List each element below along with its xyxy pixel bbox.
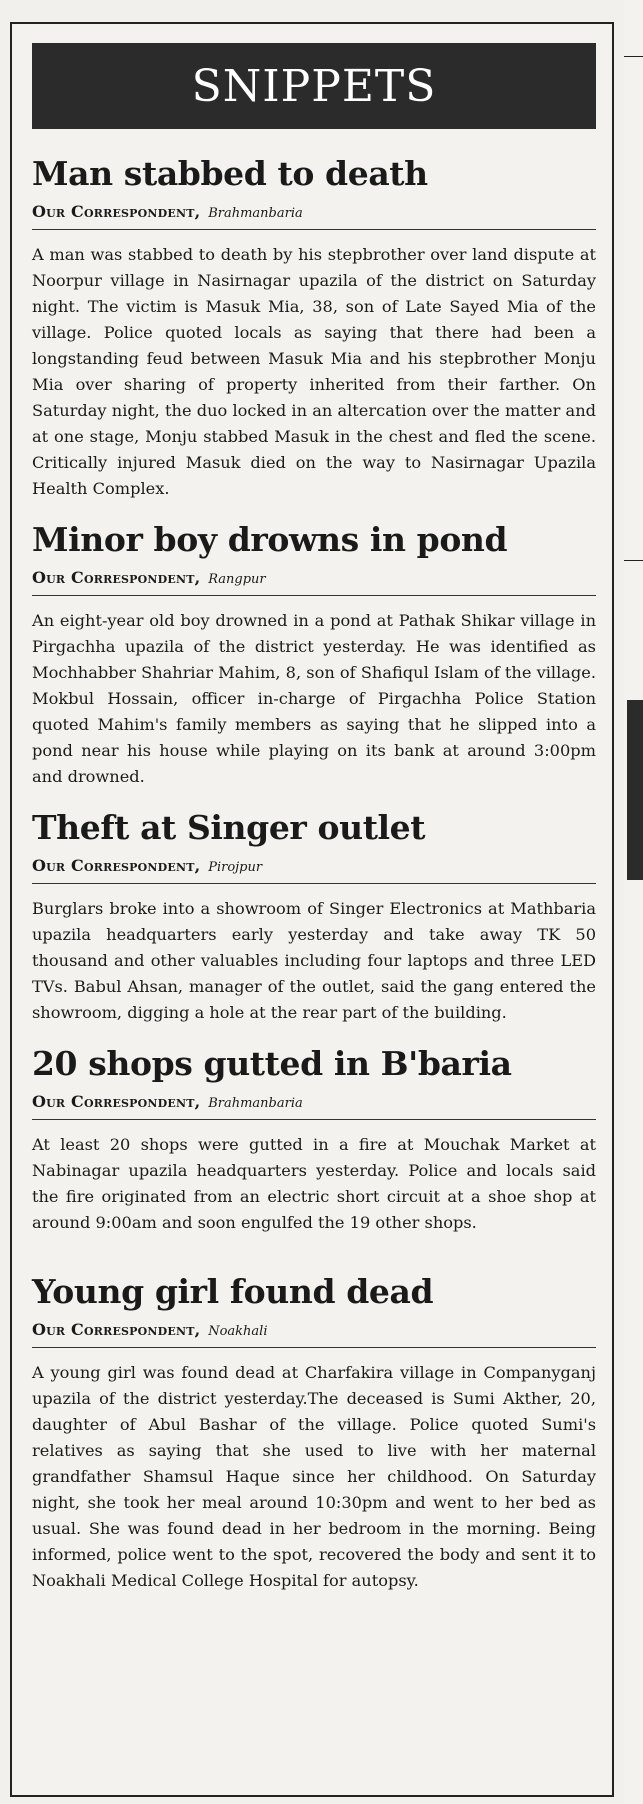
- story-item: [32, 520, 596, 790]
- byline: [32, 202, 596, 230]
- story-headline: 20 shops gutted in B'baria: [32, 1044, 512, 1083]
- story-body: An eight-year old boy drowned in a pond at Pathak Shikar village in Pirgachha upazila of the district yesterday. He was identified as Mochhabber Shahriar Mahim, 8, son of Shafiqul Islam of the village. Mokbul Hossain, officer in-charge of Pirgachha Police Station quoted Mahim's family members as saying that he slipped into a pond near his house while playing on its bank at around 3:00pm and drowned.: [32, 611, 596, 786]
- byline: [32, 856, 596, 884]
- story-item: [32, 1044, 596, 1236]
- dateline-location: Rangpur: [208, 572, 266, 587]
- correspondent-label: Our Correspondent,: [32, 568, 201, 587]
- story-headline: Theft at Singer outlet: [32, 808, 426, 847]
- column-rule: [624, 560, 643, 561]
- dateline-location: Noakhali: [208, 1324, 268, 1339]
- correspondent-label: Our Correspondent,: [32, 1320, 201, 1339]
- byline: [32, 1320, 596, 1348]
- story-headline: Minor boy drowns in pond: [32, 520, 508, 559]
- dateline-location: Brahmanbaria: [208, 1096, 303, 1111]
- dateline-location: Pirojpur: [208, 860, 263, 875]
- correspondent-label: Our Correspondent,: [32, 856, 201, 875]
- story-item: [32, 1272, 596, 1594]
- correspondent-label: Our Correspondent,: [32, 202, 201, 221]
- section-title: SNIPPETS: [191, 60, 437, 112]
- story-list: [32, 154, 596, 1594]
- column-rule: [624, 56, 643, 57]
- byline: [32, 568, 596, 596]
- byline: [32, 1092, 596, 1120]
- adjacent-banner-fragment: [627, 700, 643, 880]
- story-body: At least 20 shops were gutted in a fire at Mouchak Market at Nabinagar upazila headquarters yesterday. Police and locals said the fire originated from an electric short circuit at a shoe shop at around 9:00am and soon engulfed the 19 other shops.: [32, 1135, 596, 1232]
- snippets-column: [10, 22, 614, 1797]
- story-item: [32, 808, 596, 1026]
- story-item: [32, 154, 596, 502]
- adjacent-column-fragment: [624, 0, 643, 1804]
- section-banner: [32, 43, 596, 129]
- story-headline: Young girl found dead: [32, 1272, 434, 1311]
- dateline-location: Brahmanbaria: [208, 206, 303, 221]
- story-body: A young girl was found dead at Charfakira village in Companyganj upazila of the district yesterday.The deceased is Sumi Akther, 20, daughter of Abul Bashar of the village. Police quoted Sumi's relatives as saying that she used to live with her maternal grandfather Shamsul Haque since her childhood. On Saturday night, she took her meal around 10:30pm and went to her bed as usual. She was found dead in her bedroom in the morning. Being informed, police went to the spot, recovered the body and sent it to Noakhali Medical College Hospital for autopsy.: [32, 1363, 596, 1590]
- story-body: Burglars broke into a showroom of Singer Electronics at Mathbaria upazila headquarters early yesterday and take away TK 50 thousand and other valuables including four laptops and three LED TVs. Babul Ahsan, manager of the outlet, said the gang entered the showroom, digging a hole at the rear part of the building.: [32, 899, 596, 1022]
- story-body: A man was stabbed to death by his stepbrother over land dispute at Noorpur village in Nasirnagar upazila of the district on Saturday night. The victim is Masuk Mia, 38, son of Late Sayed Mia of the village. Police quoted locals as saying that there had been a longstanding feud between Masuk Mia and his stepbrother Monju Mia over sharing of property inherited from their farther. On Saturday night, the duo locked in an altercation over the matter and at one stage, Monju stabbed Masuk in the chest and fled the scene. Critically injured Masuk died on the way to Nasirnagar Upazila Health Complex.: [32, 245, 596, 498]
- correspondent-label: Our Correspondent,: [32, 1092, 201, 1111]
- story-headline: Man stabbed to death: [32, 154, 428, 193]
